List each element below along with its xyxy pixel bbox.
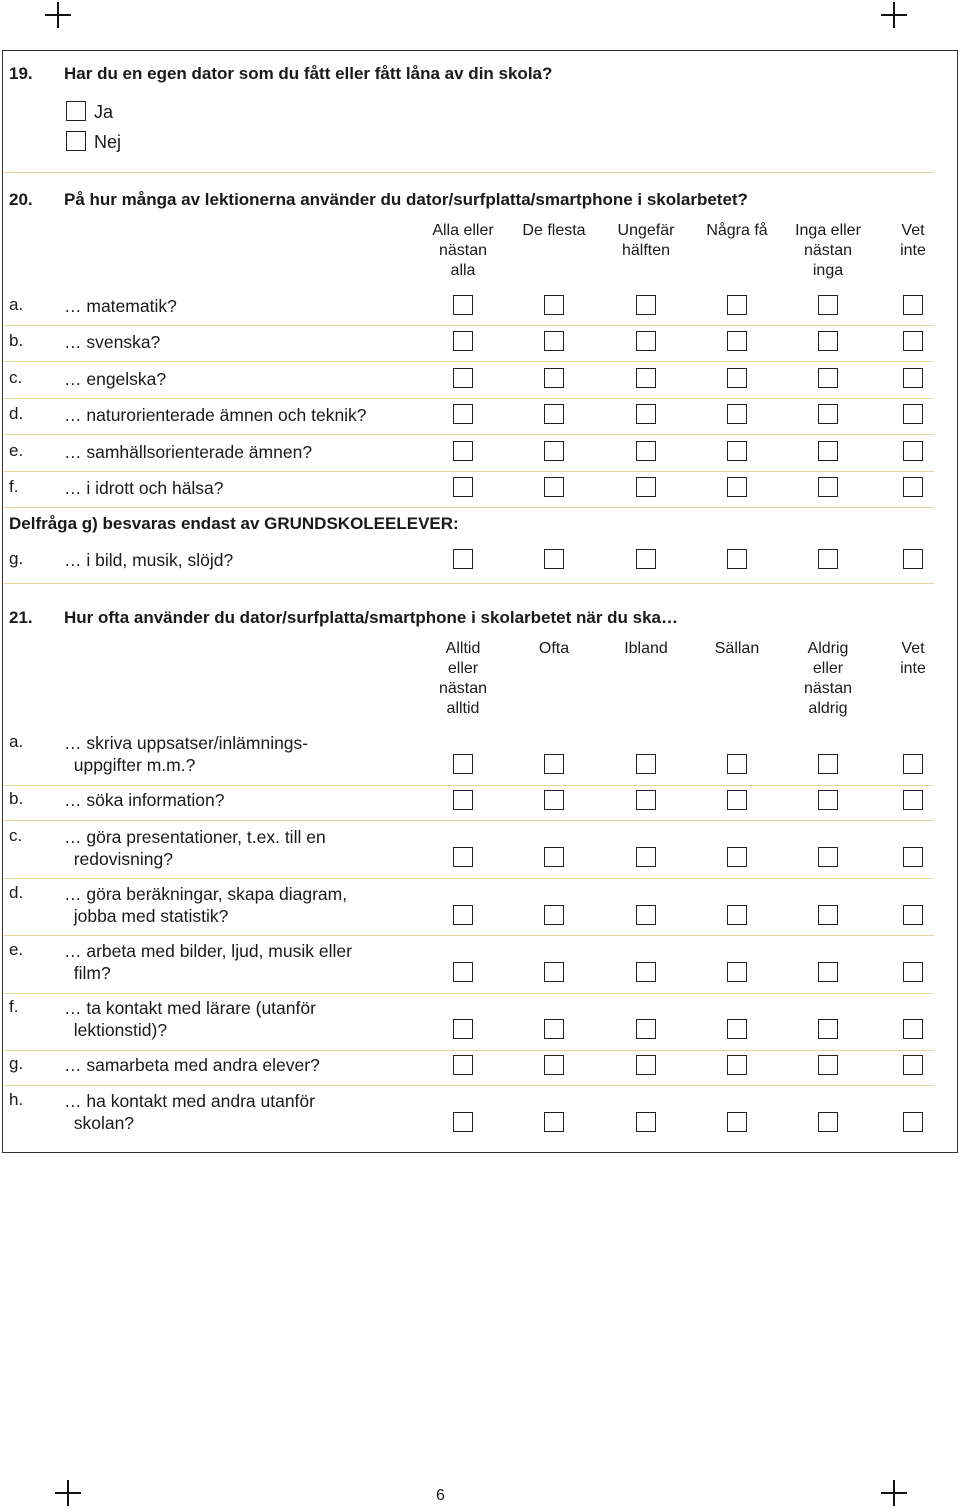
q20-item-1-checkbox-3[interactable]: [727, 331, 747, 351]
row-separator: [4, 507, 934, 508]
q21-item-letter: h.: [9, 1090, 24, 1109]
q21-item-7-checkbox-1[interactable]: [544, 1112, 564, 1132]
q21-item-1-checkbox-2[interactable]: [636, 790, 656, 810]
row-separator: [4, 325, 934, 326]
separator: [4, 172, 934, 173]
q21-item-3-checkbox-1[interactable]: [544, 905, 564, 925]
q20-item-0-checkbox-4[interactable]: [818, 295, 838, 315]
q20-item-text: … matematik?: [64, 296, 177, 316]
q21-item-5-checkbox-1[interactable]: [544, 1019, 564, 1039]
q21-item-5-checkbox-2[interactable]: [636, 1019, 656, 1039]
q20-item-0-checkbox-1[interactable]: [544, 295, 564, 315]
q21-item-text: … arbeta med bilder, ljud, musik eller film?: [64, 941, 352, 983]
q19-number: 19.: [9, 64, 33, 83]
q21-item-4-checkbox-1[interactable]: [544, 962, 564, 982]
q20-item-letter: g.: [9, 549, 24, 568]
row-separator: [4, 583, 934, 584]
q20-item-2-checkbox-5[interactable]: [903, 368, 923, 388]
q20-col-header-3: Några få: [706, 222, 768, 239]
q20-item-1-checkbox-2[interactable]: [636, 331, 656, 351]
q20-item-3-checkbox-1[interactable]: [544, 404, 564, 424]
q21-item-7-checkbox-5[interactable]: [903, 1112, 923, 1132]
q21-item-4-checkbox-4[interactable]: [818, 962, 838, 982]
row-separator: [4, 398, 934, 399]
q21-item-0-checkbox-4[interactable]: [818, 754, 838, 774]
q21-number: 21.: [9, 608, 33, 627]
q21-item-letter: a.: [9, 732, 24, 751]
q20-item-3-checkbox-2[interactable]: [636, 404, 656, 424]
q20-item-0-checkbox-2[interactable]: [636, 295, 656, 315]
q21-item-text: … ha kontakt med andra utanför skolan?: [64, 1091, 315, 1133]
page-number: 6: [436, 1487, 445, 1504]
q21-item-letter: f.: [9, 997, 19, 1016]
q21-item-4-checkbox-0[interactable]: [453, 962, 473, 982]
q20-col-header-5: Vet inte: [900, 222, 926, 259]
q20-question: På hur många av lektionerna använder du dator/surfplatta/smartphone i skolarbetet?: [64, 190, 748, 209]
row-separator: [4, 1050, 934, 1051]
q21-item-text: … göra beräkningar, skapa diagram, jobba med statistik?: [64, 884, 348, 926]
q21-item-6-checkbox-4[interactable]: [818, 1055, 838, 1075]
q21-item-letter: g.: [9, 1054, 24, 1073]
q20-item-text: … samhällsorienterade ämnen?: [64, 442, 313, 462]
q21-col-header-2: Ibland: [624, 640, 668, 657]
q21-item-1-checkbox-1[interactable]: [544, 790, 564, 810]
crop-mark-bottom-right: [881, 1480, 907, 1506]
q20-item-5-checkbox-1[interactable]: [544, 477, 564, 497]
q21-item-letter: b.: [9, 789, 24, 808]
q21-col-header-5: Vet inte: [900, 640, 926, 677]
q20-item-letter: f.: [9, 477, 19, 496]
crop-mark-top-left: [45, 2, 71, 28]
q20-item-4-checkbox-0[interactable]: [453, 441, 473, 461]
q19-option-ja: Ja: [94, 102, 114, 122]
q21-item-7-checkbox-3[interactable]: [727, 1112, 747, 1132]
q20-item-2-checkbox-4[interactable]: [818, 368, 838, 388]
q21-item-3-checkbox-5[interactable]: [903, 905, 923, 925]
q21-item-2-checkbox-0[interactable]: [453, 847, 473, 867]
q21-item-text: … göra presentationer, t.ex. till en redovisning?: [64, 827, 326, 869]
q20-item-letter: c.: [9, 368, 23, 387]
q21-item-7-checkbox-0[interactable]: [453, 1112, 473, 1132]
q21-item-1-checkbox-5[interactable]: [903, 790, 923, 810]
q20-item-3-checkbox-5[interactable]: [903, 404, 923, 424]
q20-item-2-checkbox-2[interactable]: [636, 368, 656, 388]
q21-item-5-checkbox-4[interactable]: [818, 1019, 838, 1039]
q20-item-6-checkbox-2[interactable]: [636, 549, 656, 569]
q20-item-0-checkbox-5[interactable]: [903, 295, 923, 315]
q20-item-text: … engelska?: [64, 369, 167, 389]
q20-item-text: … svenska?: [64, 332, 161, 352]
q20-col-header-1: De flesta: [522, 222, 586, 239]
q21-item-4-checkbox-3[interactable]: [727, 962, 747, 982]
q21-item-0-checkbox-5[interactable]: [903, 754, 923, 774]
q21-col-header-1: Ofta: [538, 640, 570, 657]
q21-item-1-checkbox-3[interactable]: [727, 790, 747, 810]
row-separator: [4, 935, 934, 936]
q20-item-0-checkbox-3[interactable]: [727, 295, 747, 315]
q21-item-6-checkbox-2[interactable]: [636, 1055, 656, 1075]
q20-item-4-checkbox-5[interactable]: [903, 441, 923, 461]
q21-item-text: … samarbeta med andra elever?: [64, 1055, 320, 1075]
q19-option-nej: Nej: [94, 132, 122, 152]
q21-col-header-0: Alltid eller nästan alltid: [438, 640, 488, 717]
q21-item-7-checkbox-2[interactable]: [636, 1112, 656, 1132]
q20-subheading: Delfråga g) besvaras endast av GRUNDSKOLEELEVER:: [9, 514, 459, 533]
crop-mark-top-right: [881, 2, 907, 28]
q20-item-4-checkbox-1[interactable]: [544, 441, 564, 461]
q20-item-3-checkbox-4[interactable]: [818, 404, 838, 424]
q20-item-5-checkbox-2[interactable]: [636, 477, 656, 497]
q20-item-text: … naturorienterade ämnen och teknik?: [64, 405, 367, 425]
q20-item-5-checkbox-0[interactable]: [453, 477, 473, 497]
row-separator: [4, 785, 934, 786]
q20-item-6-checkbox-1[interactable]: [544, 549, 564, 569]
q20-item-6-checkbox-4[interactable]: [818, 549, 838, 569]
q21-item-6-checkbox-3[interactable]: [727, 1055, 747, 1075]
q20-item-1-checkbox-4[interactable]: [818, 331, 838, 351]
row-separator: [4, 820, 934, 821]
q21-item-5-checkbox-5[interactable]: [903, 1019, 923, 1039]
q21-item-2-checkbox-3[interactable]: [727, 847, 747, 867]
q20-col-header-0: Alla eller nästan alla: [432, 222, 494, 279]
row-separator: [4, 361, 934, 362]
q20-item-letter: e.: [9, 441, 24, 460]
q20-item-3-checkbox-3[interactable]: [727, 404, 747, 424]
q21-item-0-checkbox-1[interactable]: [544, 754, 564, 774]
q21-item-6-checkbox-0[interactable]: [453, 1055, 473, 1075]
q20-number: 20.: [9, 190, 33, 209]
q20-item-3-checkbox-0[interactable]: [453, 404, 473, 424]
q20-item-letter: a.: [9, 295, 24, 314]
row-separator: [4, 471, 934, 472]
q20-item-1-checkbox-1[interactable]: [544, 331, 564, 351]
row-separator: [4, 434, 934, 435]
q20-item-2-checkbox-0[interactable]: [453, 368, 473, 388]
q21-item-3-checkbox-0[interactable]: [453, 905, 473, 925]
q20-item-1-checkbox-5[interactable]: [903, 331, 923, 351]
q21-item-2-checkbox-4[interactable]: [818, 847, 838, 867]
q19-question: Har du en egen dator som du fått eller fått låna av din skola?: [64, 64, 553, 83]
q20-item-text: … i bild, musik, slöjd?: [64, 550, 234, 570]
q20-item-6-checkbox-3[interactable]: [727, 549, 747, 569]
q21-item-4-checkbox-2[interactable]: [636, 962, 656, 982]
q20-item-6-checkbox-5[interactable]: [903, 549, 923, 569]
q21-item-6-checkbox-1[interactable]: [544, 1055, 564, 1075]
q20-col-header-4: Inga eller nästan inga: [795, 222, 861, 279]
q20-item-4-checkbox-4[interactable]: [818, 441, 838, 461]
q21-question: Hur ofta använder du dator/surfplatta/smartphone i skolarbetet när du ska…: [64, 608, 679, 627]
q20-item-5-checkbox-5[interactable]: [903, 477, 923, 497]
crop-mark-bottom-left: [55, 1480, 81, 1506]
q20-item-2-checkbox-3[interactable]: [727, 368, 747, 388]
q21-item-7-checkbox-4[interactable]: [818, 1112, 838, 1132]
q20-item-5-checkbox-4[interactable]: [818, 477, 838, 497]
q20-item-1-checkbox-0[interactable]: [453, 331, 473, 351]
q21-item-0-checkbox-3[interactable]: [727, 754, 747, 774]
questionnaire-frame: [2, 50, 958, 1153]
q21-item-3-checkbox-2[interactable]: [636, 905, 656, 925]
q20-item-letter: b.: [9, 331, 24, 350]
q20-item-4-checkbox-3[interactable]: [727, 441, 747, 461]
q21-item-2-checkbox-2[interactable]: [636, 847, 656, 867]
q21-col-header-4: Aldrig eller nästan aldrig: [803, 640, 853, 717]
q21-item-5-checkbox-0[interactable]: [453, 1019, 473, 1039]
q20-item-4-checkbox-2[interactable]: [636, 441, 656, 461]
q21-item-letter: e.: [9, 940, 24, 959]
q19-checkbox-nej[interactable]: [66, 131, 86, 151]
q20-item-2-checkbox-1[interactable]: [544, 368, 564, 388]
q20-item-5-checkbox-3[interactable]: [727, 477, 747, 497]
q20-item-text: … i idrott och hälsa?: [64, 478, 224, 498]
q20-col-header-2: Ungefär hälften: [617, 222, 675, 259]
row-separator: [4, 993, 934, 994]
q21-item-4-checkbox-5[interactable]: [903, 962, 923, 982]
q21-item-3-checkbox-3[interactable]: [727, 905, 747, 925]
q21-item-5-checkbox-3[interactable]: [727, 1019, 747, 1039]
q21-item-1-checkbox-0[interactable]: [453, 790, 473, 810]
q21-item-2-checkbox-1[interactable]: [544, 847, 564, 867]
q20-item-6-checkbox-0[interactable]: [453, 549, 473, 569]
q21-item-text: … ta kontakt med lärare (utanför lektionstid)?: [64, 998, 316, 1040]
q21-item-6-checkbox-5[interactable]: [903, 1055, 923, 1075]
q21-item-0-checkbox-0[interactable]: [453, 754, 473, 774]
q20-item-letter: d.: [9, 404, 24, 423]
q21-item-letter: c.: [9, 826, 23, 845]
row-separator: [4, 878, 934, 879]
q20-item-0-checkbox-0[interactable]: [453, 295, 473, 315]
q21-item-letter: d.: [9, 883, 24, 902]
q21-item-1-checkbox-4[interactable]: [818, 790, 838, 810]
q21-item-text: … söka information?: [64, 790, 225, 810]
q21-item-2-checkbox-5[interactable]: [903, 847, 923, 867]
q21-col-header-3: Sällan: [714, 640, 760, 657]
q21-item-0-checkbox-2[interactable]: [636, 754, 656, 774]
q21-item-3-checkbox-4[interactable]: [818, 905, 838, 925]
q21-item-text: … skriva uppsatser/inlämnings- uppgifter m.m.?: [64, 733, 309, 775]
q19-checkbox-ja[interactable]: [66, 101, 86, 121]
row-separator: [4, 1085, 934, 1086]
